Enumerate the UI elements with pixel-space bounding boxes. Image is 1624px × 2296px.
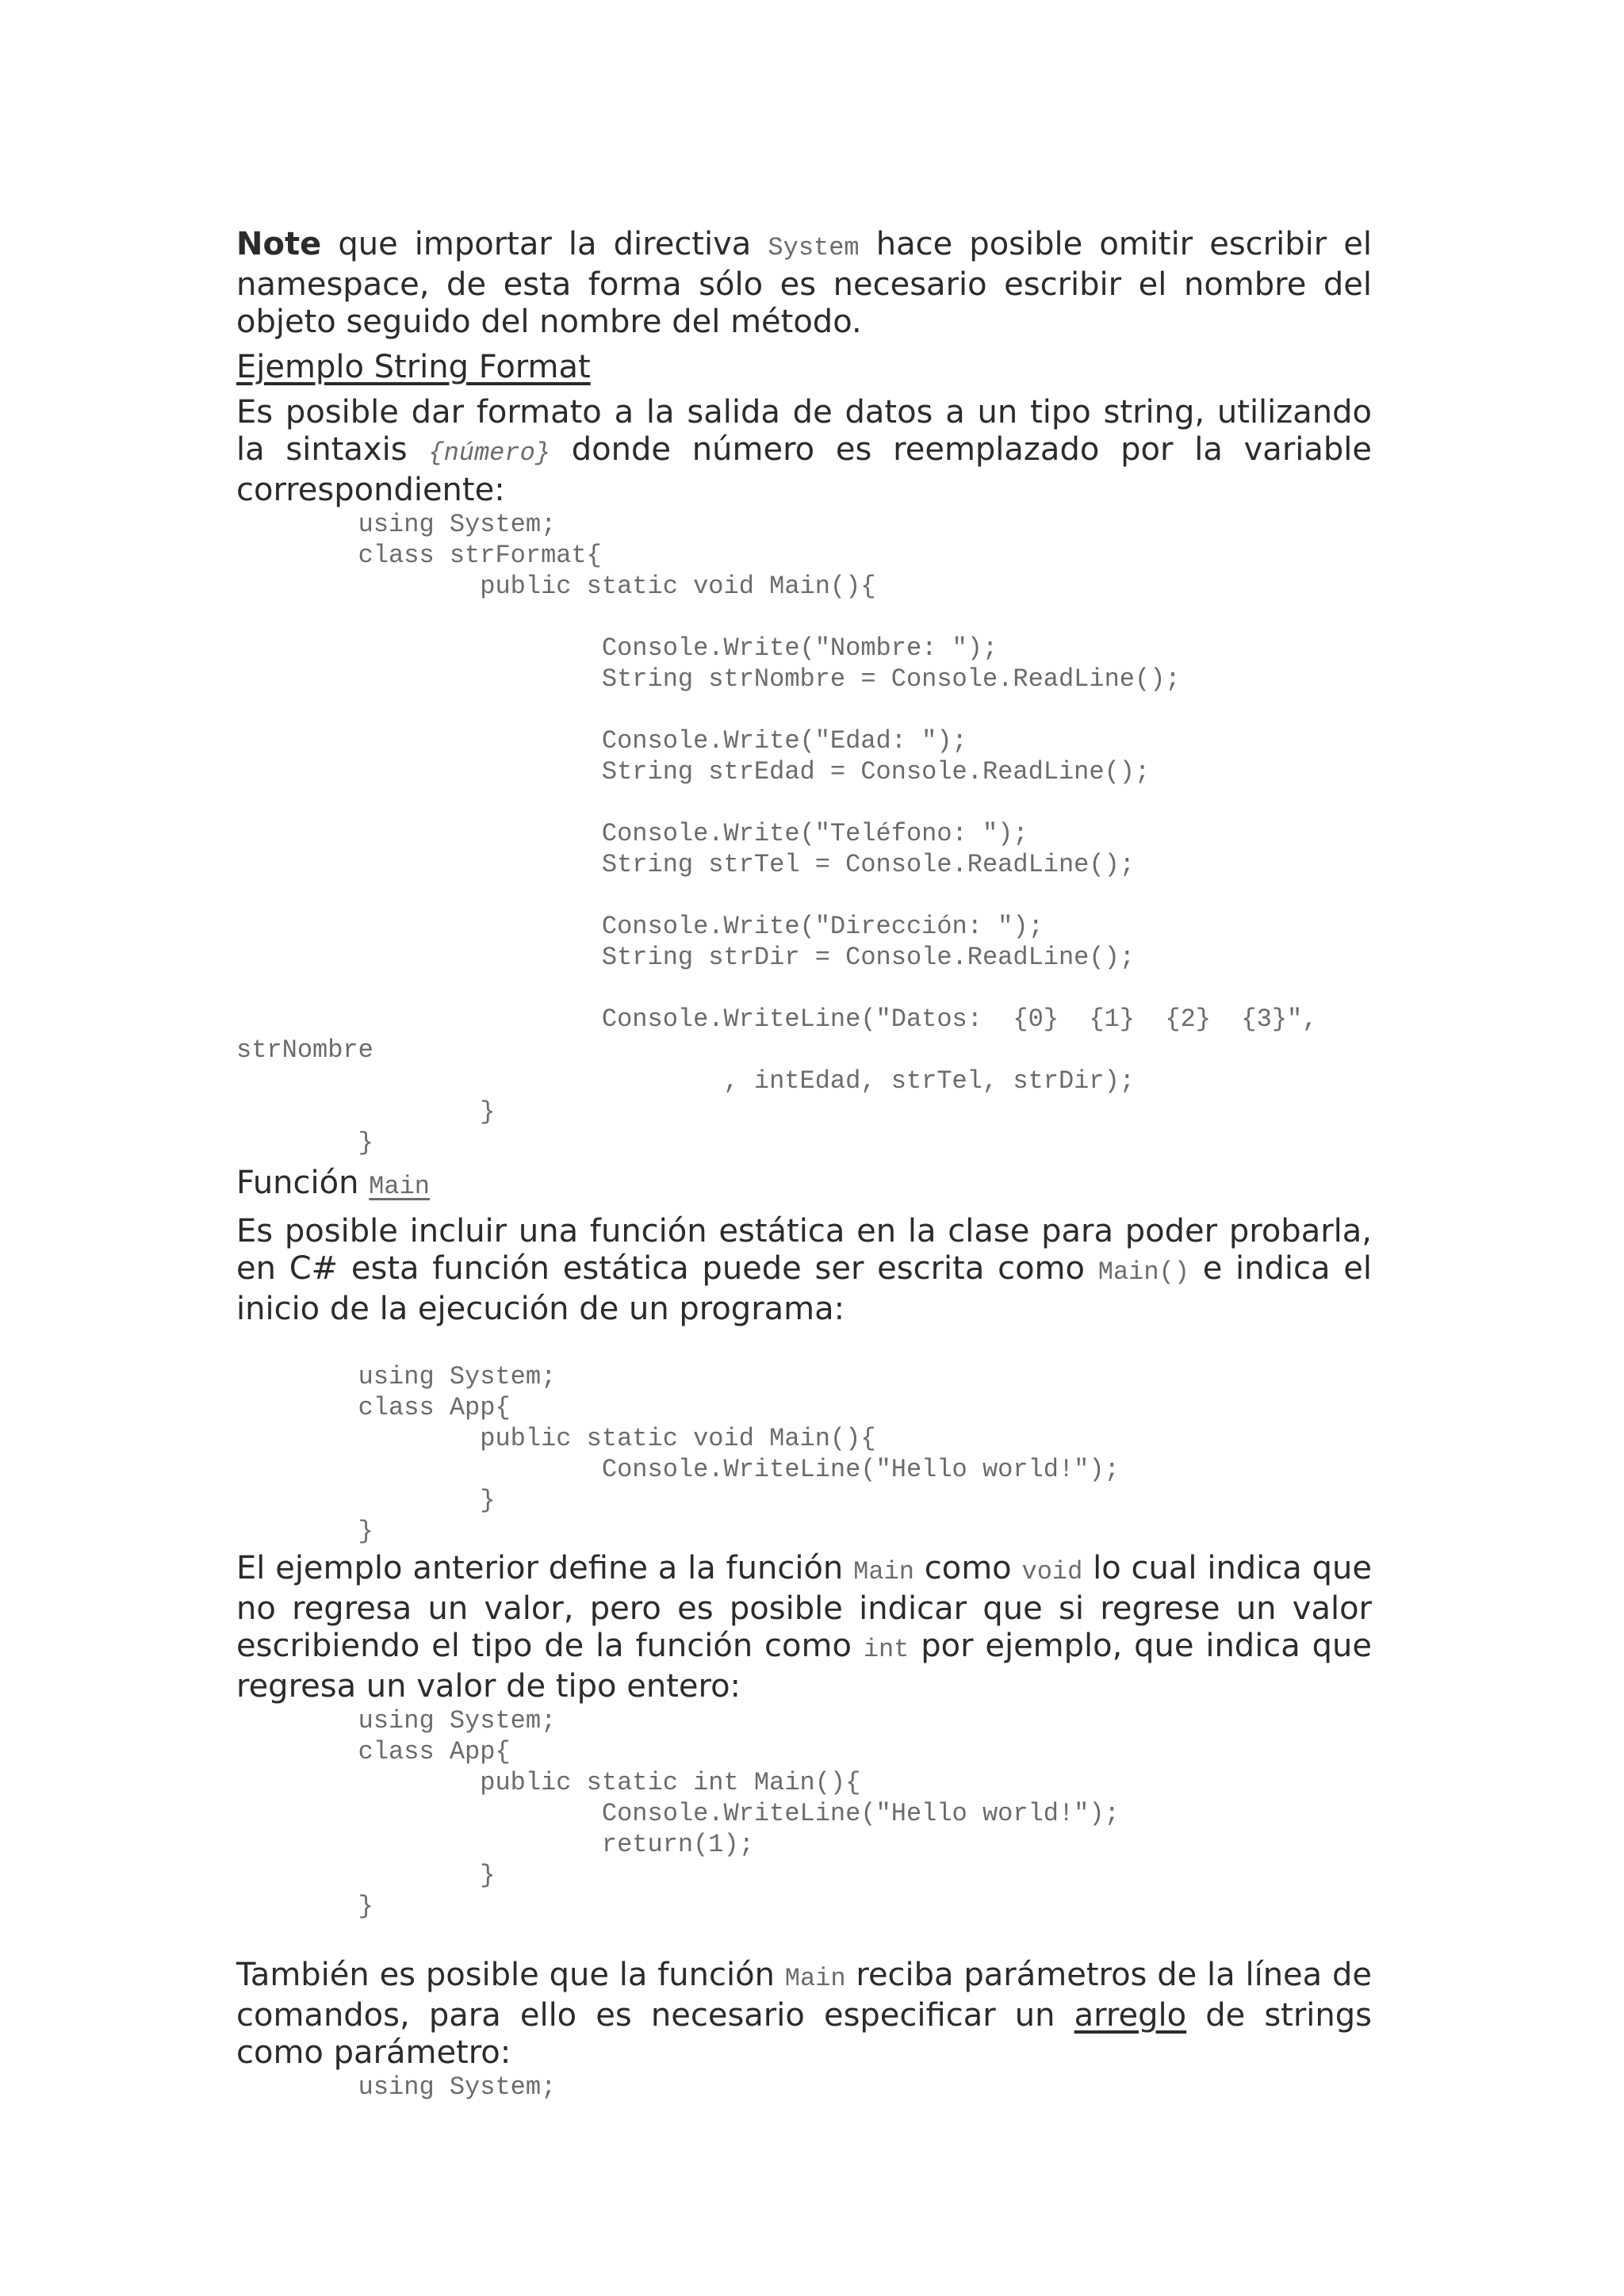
code-line: public static void Main(){ — [236, 1424, 876, 1453]
code-line — [236, 787, 1372, 818]
code-line: String strTel = Console.ReadLine(); — [236, 850, 1135, 879]
inline-code-void: void — [1021, 1557, 1083, 1586]
paragraph-text: donde número es reemplazado por la variable correspondiente: — [236, 431, 1373, 508]
code-line: class strFormat{ — [236, 541, 602, 570]
inline-code-int: int — [863, 1635, 910, 1664]
paragraph-text: Es posible incluir una función estática en la clase para poder probarla, en C# esta función estática puede ser escrita como — [236, 1213, 1372, 1287]
code-line — [236, 602, 1372, 633]
paragraph-text: e indica el inicio de la ejecución de un programa: — [236, 1250, 1372, 1327]
inline-code-system: System — [768, 233, 860, 262]
code-line: , intEdad, strTel, strDir); — [236, 1066, 1135, 1096]
heading-funcion-main — [236, 1165, 1372, 1205]
paragraph-text: También es posible que la función — [236, 1957, 785, 1993]
code-line: } — [236, 1892, 373, 1921]
heading-string-format: Ejemplo String Format — [236, 349, 591, 385]
code-line: using System; — [236, 510, 557, 539]
code-line: Console.Write("Teléfono: "); — [236, 819, 1028, 848]
paragraph-text: lo cual indica que no regresa un valor, pero es posible indicar que si regrese un valor escribiendo el tipo de la función como — [236, 1550, 1372, 1664]
document-content — [236, 226, 1372, 2103]
code-line: } — [236, 1128, 373, 1158]
paragraph-main-intro — [236, 1213, 1372, 1328]
paragraph-text: Es posible dar formato a la salida de datos a un tipo string, utilizando la sintaxis — [236, 394, 1372, 468]
code-line: using System; — [236, 1362, 557, 1391]
code-line: using System; — [236, 1706, 557, 1735]
code-line: Console.WriteLine("Hello world!"); — [236, 1455, 1120, 1484]
paragraph-text: por ejemplo, que indica que regresa un valor de tipo entero: — [236, 1628, 1372, 1705]
code-line: Console.Write("Dirección: "); — [236, 912, 1044, 941]
code-line — [236, 973, 1372, 1004]
code-line: } — [236, 1097, 496, 1127]
code-line: Console.Write("Nombre: "); — [236, 633, 998, 663]
code-line: Console.WriteLine("Datos: {0} {1} {2} {3}", — [236, 1004, 1318, 1034]
code-line: class App{ — [236, 1393, 511, 1422]
paragraph-text: reciba parámetros de la línea de comandos, para ello es necesario especificar un — [236, 1957, 1372, 2034]
paragraph-text: que importar la directiva — [321, 226, 768, 262]
code-line: String strNombre = Console.ReadLine(); — [236, 664, 1181, 694]
paragraph-text: El ejemplo anterior define a la función — [236, 1550, 854, 1586]
paragraph-format — [236, 394, 1372, 509]
code-line: String strDir = Console.ReadLine(); — [236, 943, 1135, 972]
heading-text: Función — [236, 1165, 370, 1201]
code-line: using System; — [236, 2072, 557, 2102]
code-block-using-system — [0, 2072, 1372, 2103]
inline-code-numero: {número} — [428, 438, 550, 468]
inline-code-main: Main — [784, 1964, 846, 1993]
paragraph-args — [236, 1957, 1372, 2072]
link-arreglo[interactable]: arreglo — [1074, 1997, 1187, 2034]
inline-code-main: Main — [853, 1557, 914, 1586]
code-line: } — [236, 1486, 496, 1515]
code-line: } — [236, 1861, 496, 1890]
code-block-hello-void — [0, 1361, 1372, 1547]
code-line: public static void Main(){ — [236, 572, 876, 601]
code-line: return(1); — [236, 1830, 754, 1859]
inline-code-main-parens: Main() — [1097, 1257, 1189, 1287]
paragraph-text: como — [914, 1550, 1022, 1586]
code-line: Console.WriteLine("Hello world!"); — [236, 1799, 1120, 1828]
code-line: strNombre — [236, 1035, 373, 1065]
note-bold: Note — [236, 226, 322, 262]
paragraph-note — [236, 226, 1372, 341]
code-line: public static int Main(){ — [236, 1768, 861, 1797]
paragraph-text: de strings como parámetro: — [236, 1997, 1373, 2071]
code-block-hello-int — [0, 1705, 1372, 1922]
code-block-strformat — [0, 509, 1372, 1158]
paragraph-text: hace posible omitir escribir el namespace, de esta forma sólo es necesario escribir el nombre del objeto seguido del nombre del método. — [236, 226, 1373, 340]
code-line: class App{ — [236, 1737, 511, 1766]
heading-code-main: Main — [369, 1172, 430, 1201]
code-line: } — [236, 1517, 373, 1546]
code-line — [236, 880, 1372, 911]
code-line: Console.Write("Edad: "); — [236, 726, 967, 756]
code-line: String strEdad = Console.ReadLine(); — [236, 757, 1151, 786]
paragraph-void-int — [236, 1550, 1372, 1705]
code-line — [236, 695, 1372, 725]
